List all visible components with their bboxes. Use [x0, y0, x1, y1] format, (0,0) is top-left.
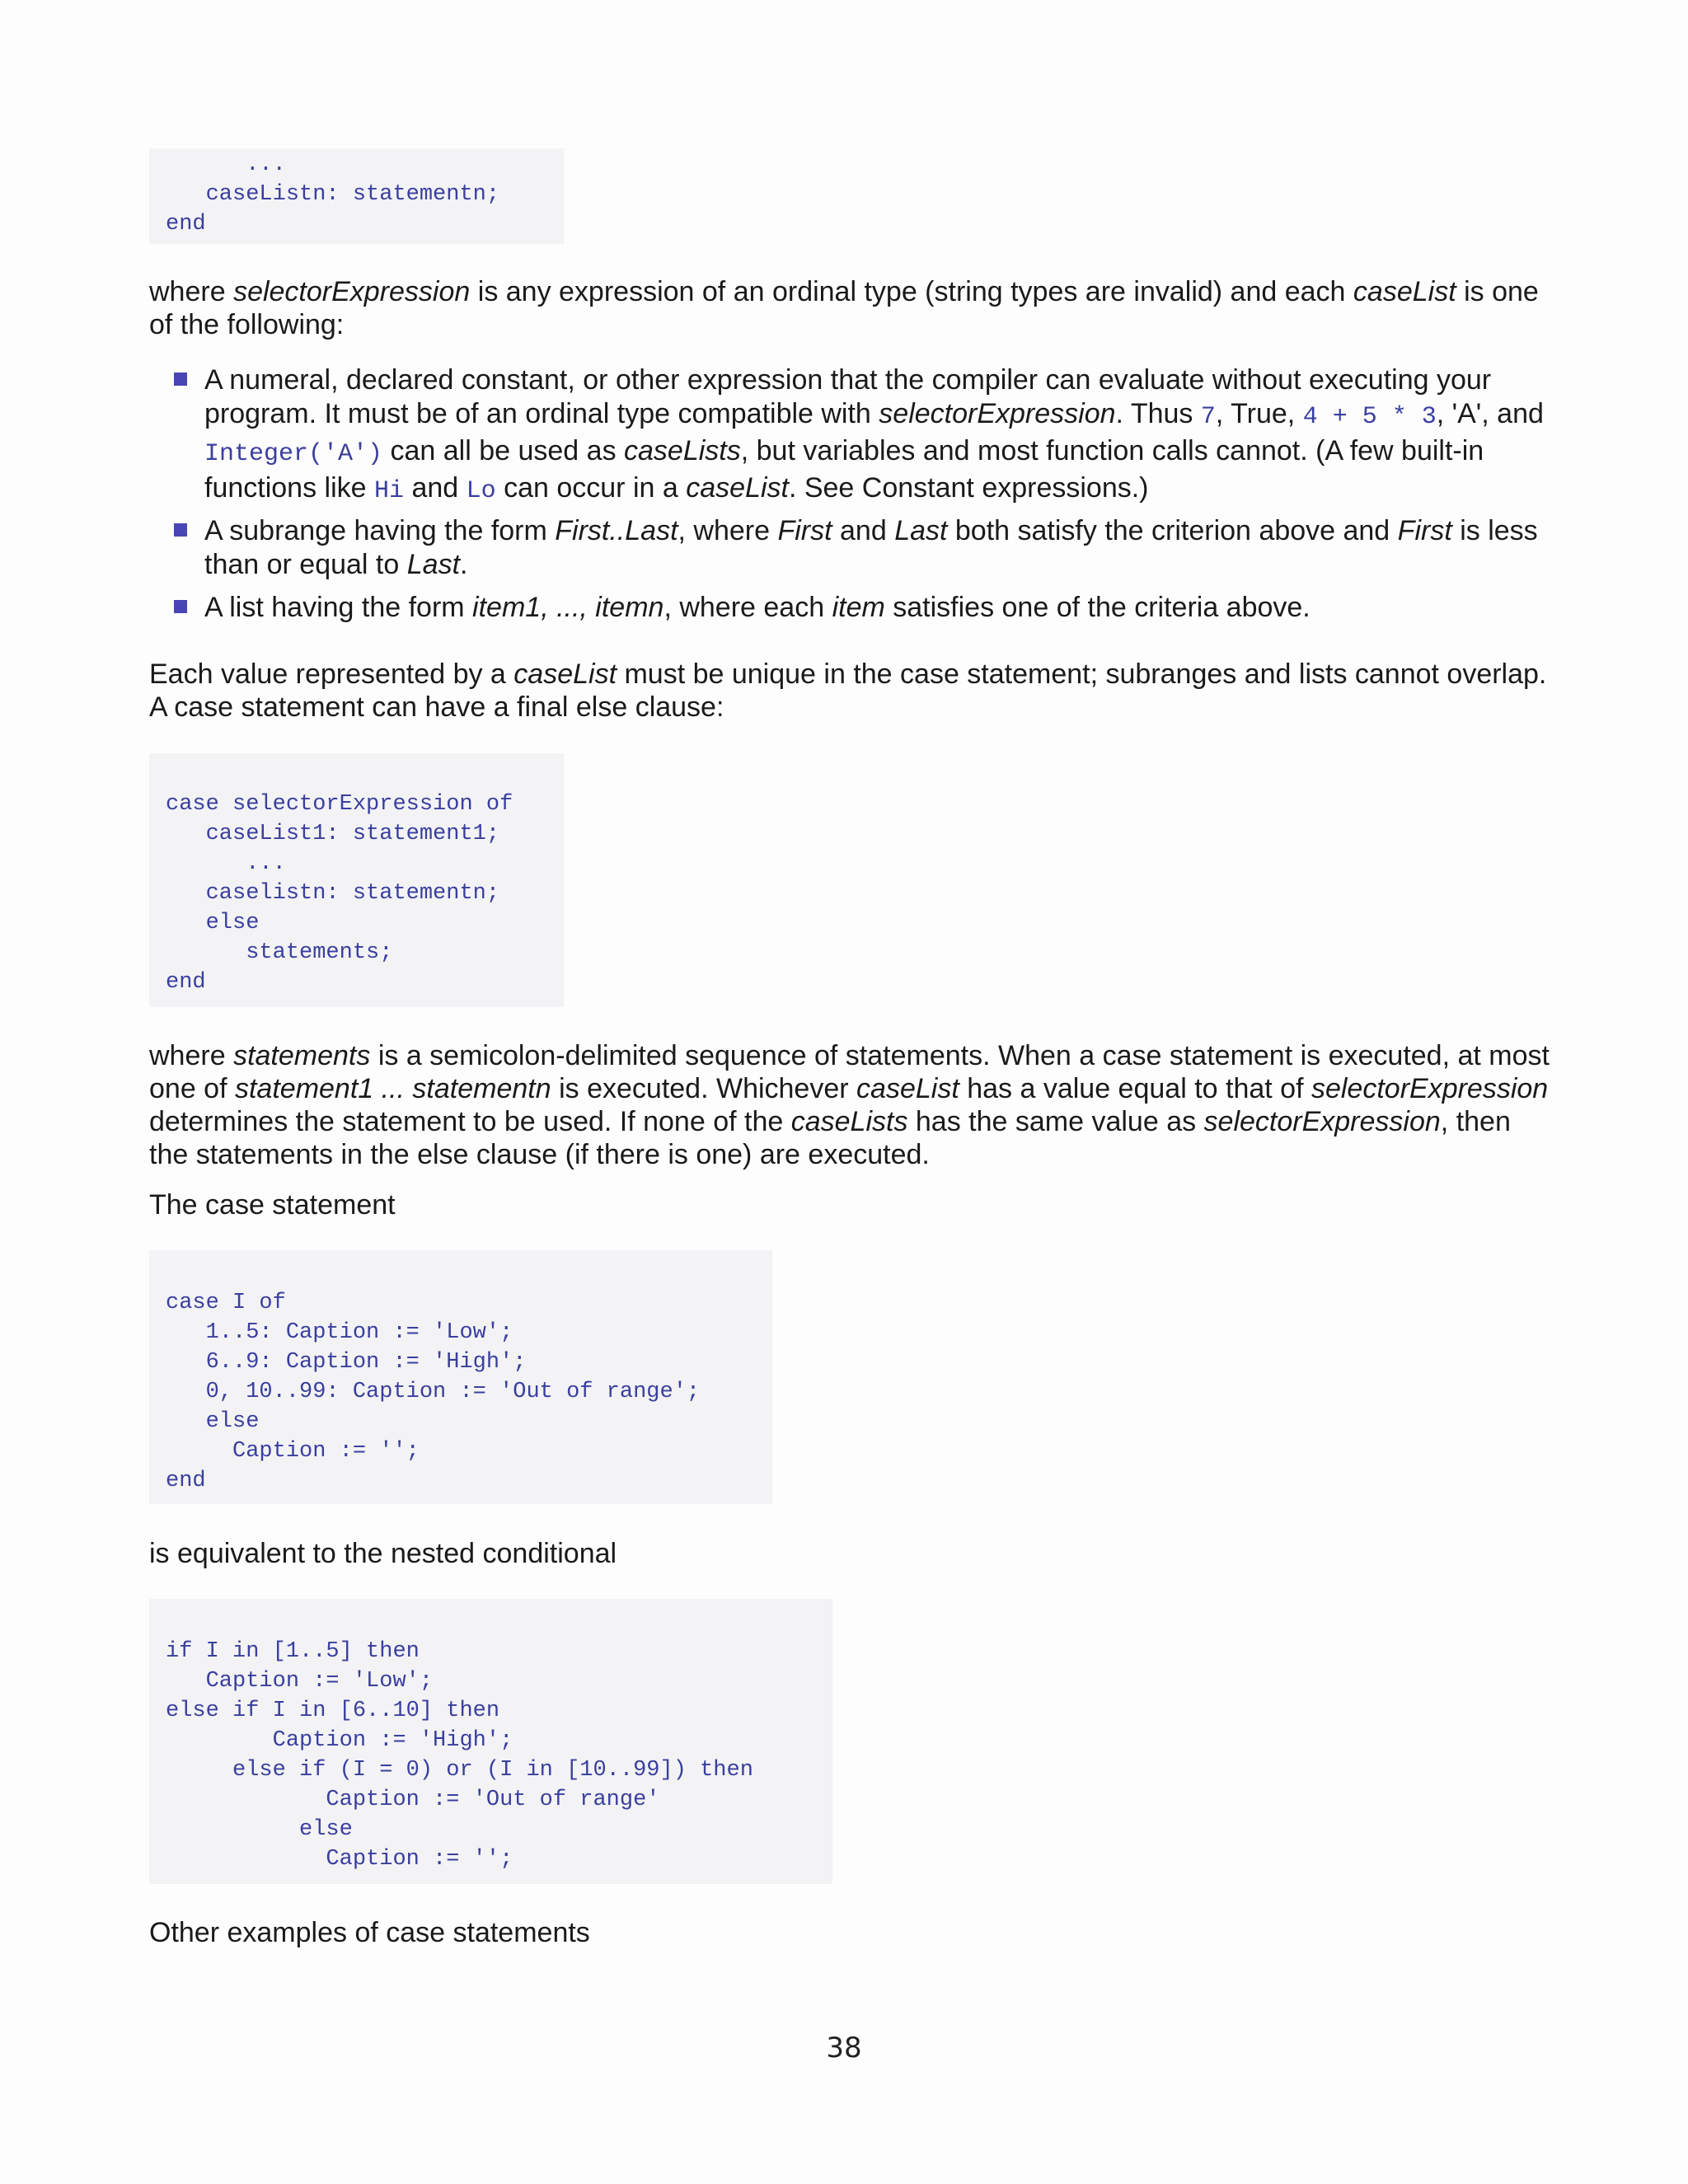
code-line: statements; [166, 940, 393, 965]
code-line: end [166, 970, 206, 995]
code-line: else if I in [6..10] then [166, 1699, 500, 1723]
code-block-case-else [149, 753, 564, 1007]
code-line: caselistn: statementn; [166, 881, 500, 906]
code-line: end [166, 212, 206, 237]
square-bullet-icon [174, 373, 187, 386]
code-line: caseList1: statement1; [166, 822, 500, 846]
code-line: 6..9: Caption := 'High'; [166, 1350, 527, 1375]
paragraph-statements: where statements is a semicolon-delimited sequence of statements. When a case statement is executed, at most one of statement1 ... statementn is executed. Whichever caseList has a value equal to that of selectorExpression determines the statement to be used. If none of the caseLists has the same value as selectorExpression, then the statements in the else clause (if there is one) are executed. [149, 1040, 1550, 1170]
code-line: case selectorExpression of [166, 792, 513, 817]
code-line: Caption := 'Low'; [166, 1669, 434, 1694]
paragraph-equivalent: is equivalent to the nested conditional [149, 1538, 617, 1569]
list-item-text: A numeral, declared constant, or other expression that the compiler can evaluate without executing your program. It must be of an ordinal type compatible with selectorExpression. Thus 7, True, 4 + 5 * 3, 'A', and Integer('A') can all be used as caseLists, but variables and most function calls cannot. (A few built-in functions like Hi and Lo can occur in a caseList. See Constant expressions.) [204, 364, 1544, 505]
code-line: Caption := 'Out of range' [166, 1788, 660, 1812]
code-block-nested-if [149, 1599, 832, 1884]
code-line: 0, 10..99: Caption := 'Out of range'; [166, 1380, 701, 1404]
code-line: Caption := 'High'; [166, 1728, 513, 1753]
code-line: Caption := ''; [166, 1847, 513, 1872]
code-line: end [166, 1469, 206, 1493]
code-line: else [166, 911, 260, 935]
code-block-case-example [149, 1250, 772, 1504]
code-line: case I of [166, 1291, 286, 1315]
code-line: else if (I = 0) or (I in [10..99]) then [166, 1758, 753, 1783]
code-block-fragment [149, 148, 564, 244]
code-line: ... [166, 152, 286, 177]
list-item-text: A subrange having the form First..Last, where First and Last both satisfy the criterion above and First is less than or equal to Last. [204, 515, 1538, 580]
code-line: 1..5: Caption := 'Low'; [166, 1320, 513, 1345]
code-line: if I in [1..5] then [166, 1639, 420, 1664]
square-bullet-icon [174, 523, 187, 537]
code-line: caseListn: statementn; [166, 182, 500, 207]
paragraph-intro: where selectorExpression is any expression of an ordinal type (string types are invalid) and each caseList is one of the following: [149, 276, 1539, 340]
paragraph-uniqueness: Each value represented by a caseList must be unique in the case statement; subranges and lists cannot overlap. A case statement can have a final else clause: [149, 658, 1547, 723]
list-item-text: A list having the form item1, ..., itemn, where each item satisfies one of the criteria above. [204, 592, 1311, 623]
code-line: else [166, 1817, 353, 1842]
code-line: ... [166, 851, 286, 876]
square-bullet-icon [174, 600, 187, 613]
code-line: else [166, 1409, 260, 1434]
paragraph-other-examples: Other examples of case statements [149, 1917, 590, 1948]
paragraph-case-statement: The case statement [149, 1189, 396, 1221]
code-line: Caption := ''; [166, 1439, 420, 1464]
page-number: 38 [826, 2032, 862, 2064]
